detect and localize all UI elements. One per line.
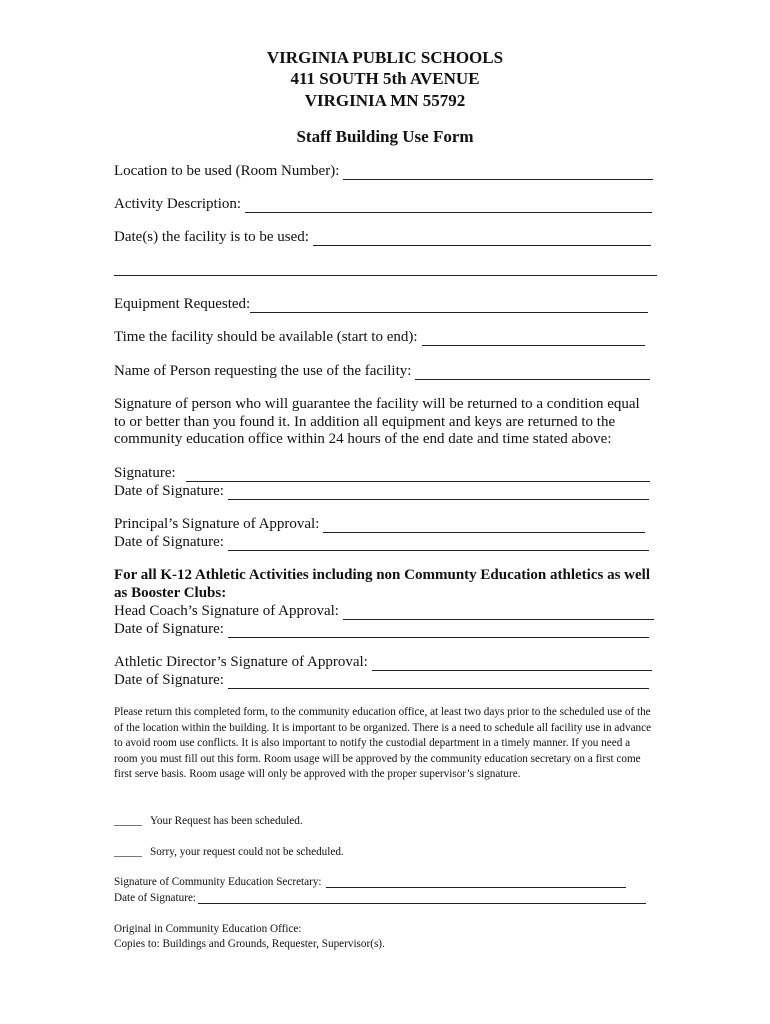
athletic-director-date-field[interactable] <box>228 674 649 689</box>
head-coach-signature-row <box>114 602 654 620</box>
dates-label: Date(s) the facility is to be used: <box>114 229 309 245</box>
principal-date-label: Date of Signature: <box>114 534 224 550</box>
activity-label: Activity Description: <box>114 196 242 212</box>
school-city: VIRGINIA MN 55792 <box>304 91 466 110</box>
not-scheduled-label: Sorry, your request could not be scheduled. <box>149 846 344 858</box>
principal-signature-field[interactable] <box>323 518 645 533</box>
requester-name-label: Name of Person requesting the use of the facility: <box>114 363 412 379</box>
scheduled-option <box>114 815 303 827</box>
scheduled-label: Your Request has been scheduled. <box>149 815 303 827</box>
secretary-signature-row <box>114 876 626 888</box>
secretary-date-row <box>114 892 646 904</box>
school-street: 411 SOUTH 5th AVENUE <box>290 69 480 88</box>
athletic-director-signature-field[interactable] <box>372 656 652 671</box>
guarantor-signature-label: Signature: <box>114 465 176 481</box>
principal-signature-label: Principal’s Signature of Approval: <box>114 516 320 532</box>
head-coach-date-label: Date of Signature: <box>114 621 224 637</box>
guarantor-date-row <box>114 482 649 500</box>
head-coach-date-field[interactable] <box>228 623 649 638</box>
equipment-label: Equipment Requested: <box>114 296 251 312</box>
time-field[interactable] <box>422 331 645 346</box>
time-label: Time the facility should be available (start to end): <box>114 329 418 345</box>
dates-continuation-field[interactable] <box>114 275 657 276</box>
secretary-date-field[interactable] <box>198 892 646 904</box>
scheduled-checkbox-blank[interactable]: _____ <box>114 815 142 827</box>
head-coach-signature-label: Head Coach’s Signature of Approval: <box>114 603 339 619</box>
original-note-text: Original in Community Education Office: <box>114 923 302 935</box>
original-note <box>114 923 301 935</box>
activity-field[interactable] <box>245 198 652 213</box>
location-label: Location to be used (Room Number): <box>114 163 340 179</box>
location-row <box>114 162 653 180</box>
athletic-heading: For all K-12 Athletic Activities including non Communty Education athletics as well as Booster Clubs: <box>114 567 650 601</box>
secretary-date-label: Date of Signature: <box>114 892 197 904</box>
guarantor-date-field[interactable] <box>228 485 649 500</box>
guarantor-signature-field[interactable] <box>186 467 650 482</box>
equipment-field[interactable] <box>250 298 648 313</box>
athletic-director-date-label: Date of Signature: <box>114 672 224 688</box>
location-field[interactable] <box>343 165 653 180</box>
head-coach-date-row <box>114 620 649 638</box>
not-scheduled-option <box>114 846 344 858</box>
athletic-director-signature-label: Athletic Director’s Signature of Approval: <box>114 654 368 670</box>
equipment-row <box>114 295 648 313</box>
guarantee-text: Signature of person who will guarantee the facility will be returned to a condition equal to or better than you found it. In addition all equipment and keys are returned to the community education office within 24 hours of the end date and time stated above: <box>114 396 640 447</box>
time-row <box>114 328 645 346</box>
requester-name-row <box>114 362 650 380</box>
athletic-director-signature-row <box>114 653 652 671</box>
athletic-director-date-row <box>114 671 649 689</box>
copies-note <box>114 938 385 950</box>
not-scheduled-checkbox-blank[interactable]: _____ <box>114 846 142 858</box>
head-coach-signature-field[interactable] <box>343 605 654 620</box>
dates-row <box>114 228 651 246</box>
principal-date-field[interactable] <box>228 536 649 551</box>
school-name: VIRGINIA PUBLIC SCHOOLS <box>266 48 504 67</box>
guarantor-signature-row <box>114 464 650 482</box>
copies-note-text: Copies to: Buildings and Grounds, Requester, Supervisor(s). <box>114 938 385 950</box>
principal-signature-row <box>114 515 645 533</box>
instructions-text: Please return this completed form, to the community education office, at least two days prior to the scheduled use of the of the location within the building. It is important to be organized. There is a need to schedule all facility use in advance to avoid room use conflicts. It is also important to notify the custodial department in a timely manner. If you need a room you must fill out this form. Room usage will be approved by the community education secretary on a first come first serve basis. Room usage will only be approved with the proper supervisor’s signature. <box>114 706 652 781</box>
secretary-signature-field[interactable] <box>326 876 626 888</box>
form-title: Staff Building Use Form <box>296 127 474 146</box>
secretary-signature-label: Signature of Community Education Secretary: <box>114 876 322 888</box>
principal-date-row <box>114 533 649 551</box>
guarantor-date-label: Date of Signature: <box>114 483 224 499</box>
activity-row <box>114 195 652 213</box>
dates-field[interactable] <box>313 231 651 246</box>
requester-name-field[interactable] <box>415 365 650 380</box>
